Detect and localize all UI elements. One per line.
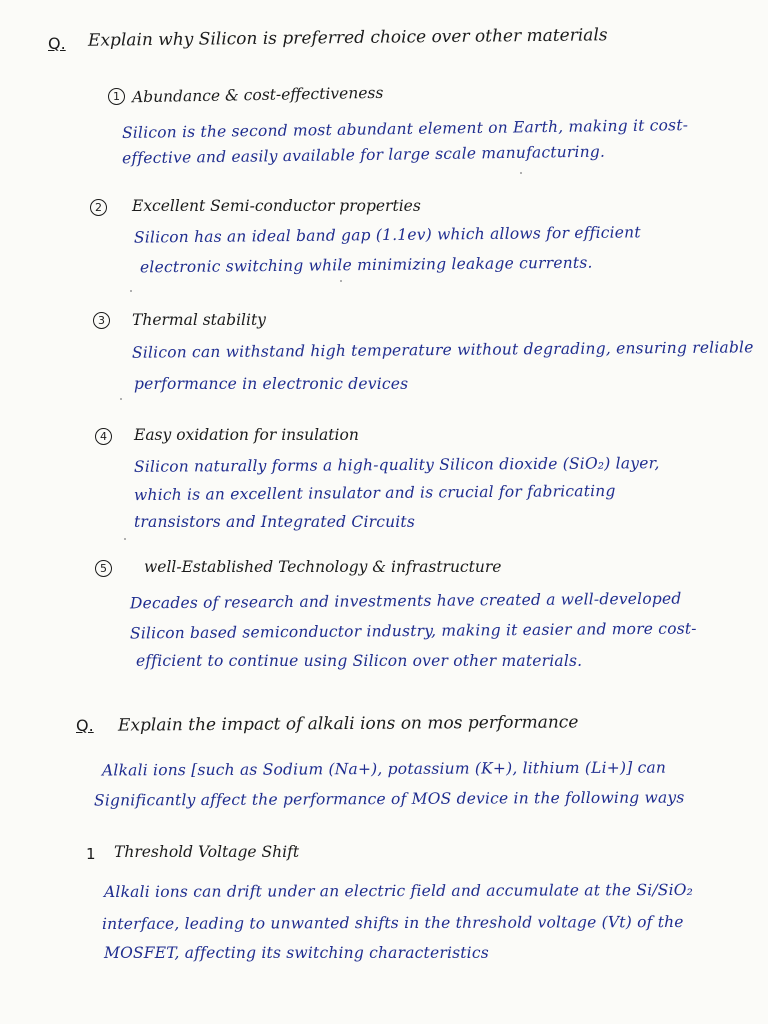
point-4-heading: Easy oxidation for insulation [134,426,359,444]
point-5-line-3: efficient to continue using Silicon over other materials. [136,652,583,670]
q2-point-1-line-2: interface, leading to unwanted shifts in the threshold voltage (Vt) of the [101,912,684,934]
point-2-number: 2 [90,199,107,216]
point-1-line-2: effective and easily available for large scale manufacturing. [121,142,606,168]
paper-speck [520,172,522,174]
paper-speck [120,398,122,400]
point-3-heading: Thermal stability [132,311,266,329]
point-2-line-1: Silicon has an ideal band gap (1.1ev) which allows for efficient [133,223,641,247]
point-2-line-2: electronic switching while minimizing leakage currents. [139,253,593,277]
paper-speck [130,290,132,292]
q2-point-1-heading: Threshold Voltage Shift [114,843,300,861]
question-1-text: Explain why Silicon is preferred choice over other materials [87,25,608,51]
paper-speck [340,280,342,282]
point-5-line-1: Decades of research and investments have created a well-developed [129,589,682,613]
point-1-number: 1 [108,88,125,105]
q2-point-1-line-1: Alkali ions can drift under an electric field and accumulate at the Si/SiO₂ [103,880,694,902]
point-3-number: 3 [93,312,110,329]
point-4-line-1: Silicon naturally forms a high-quality Silicon dioxide (SiO₂) layer, [133,454,660,476]
question-1-marker: Q. [48,34,66,53]
point-1-heading: Abundance & cost-effectiveness [131,83,384,107]
question-2-marker: Q. [76,716,94,735]
point-3-line-2: performance in electronic devices [134,375,409,393]
q2-point-1-number: 1 [86,845,96,863]
point-5-line-2: Silicon based semiconductor industry, making it easier and more cost- [129,619,697,643]
point-4-line-3: transistors and Integrated Circuits [134,513,416,531]
question-2-text: Explain the impact of alkali ions on mos performance [117,712,579,736]
point-5-heading: well-Established Technology & infrastructure [144,558,502,576]
point-5-number: 5 [95,560,112,577]
question-2-intro-line-1: Alkali ions [such as Sodium (Na+), potassium (K+), lithium (Li+)] can [101,758,667,780]
q2-point-1-line-3: MOSFET, affecting its switching characteristics [104,944,489,962]
point-3-line-1: Silicon can withstand high temperature without degrading, ensuring reliable [131,338,754,362]
point-2-heading: Excellent Semi-conductor properties [132,197,421,215]
point-4-number: 4 [95,428,112,445]
point-1-line-1: Silicon is the second most abundant element on Earth, making it cost- [121,116,689,142]
point-4-line-2: which is an excellent insulator and is crucial for fabricating [133,481,616,505]
question-2-intro-line-2: Significantly affect the performance of MOS device in the following ways [93,788,685,810]
paper-speck [124,538,126,540]
